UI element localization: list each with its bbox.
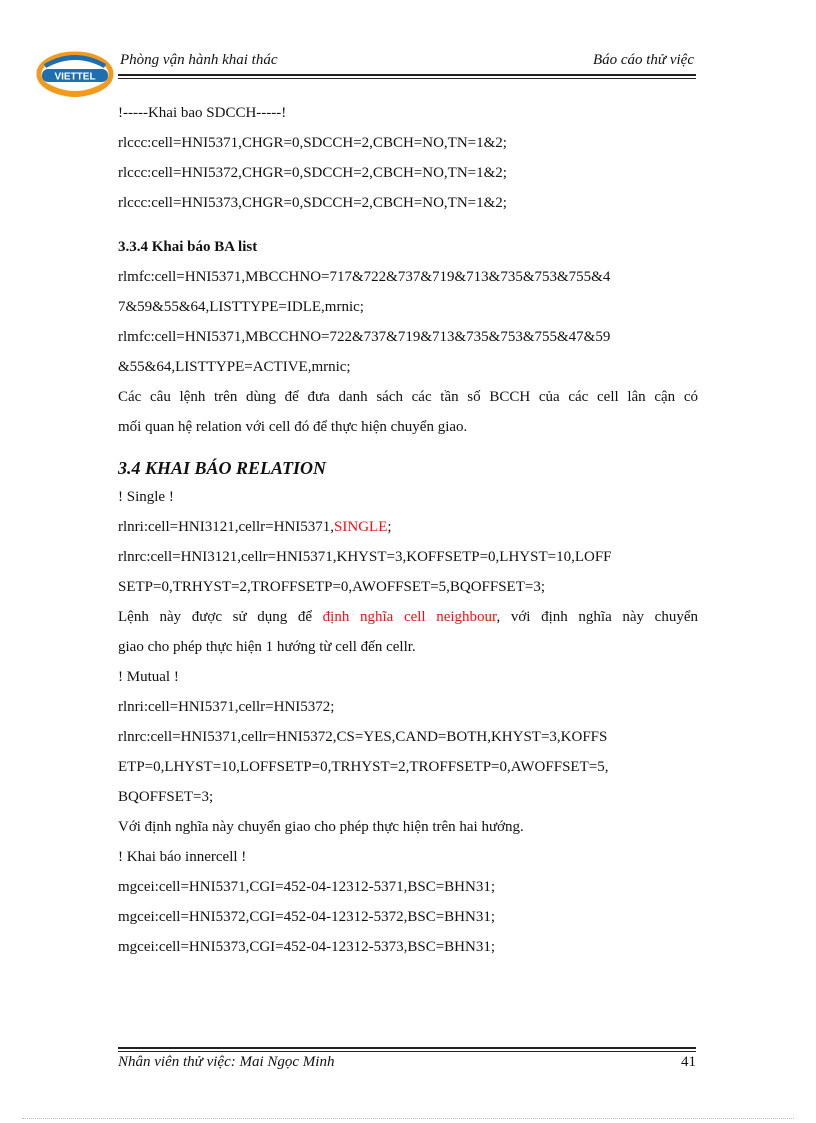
mutual-explanation: Với định nghĩa này chuyển giao cho phép thực hiện trên hai hướng. <box>118 819 524 835</box>
rlccc-line: rlccc:cell=HNI5372,CHGR=0,SDCCH=2,CBCH=NO,TN=1&2; <box>118 165 507 181</box>
rlccc-line: rlccc:cell=HNI5373,CHGR=0,SDCCH=2,CBCH=NO,TN=1&2; <box>118 195 507 211</box>
single-label: ! Single ! <box>118 489 174 505</box>
heading-3-4: 3.4 KHAI BÁO RELATION <box>118 458 327 478</box>
header-department: Phòng vận hành khai thác <box>120 52 278 68</box>
ba-list-explanation-cont: mối quan hệ relation với cell đó để thực hiện chuyển giao. <box>118 419 468 435</box>
mgcei-line: mgcei:cell=HNI5372,CGI=452-04-12312-5372,BSC=BHN31; <box>118 909 496 925</box>
rlmfc-line: rlmfc:cell=HNI5371,MBCCHNO=722&737&719&713&735&753&755&47&59 <box>118 329 611 345</box>
neighbour-explanation-suffix: , với định nghĩa này chuyển <box>496 609 698 625</box>
single-highlight: SINGLE <box>334 519 388 535</box>
rlnrc-mutual-line: ETP=0,LHYST=10,LOFFSETP=0,TRHYST=2,TROFFSETP=0,AWOFFSET=5, <box>118 759 609 775</box>
logo-text: VIETTEL <box>54 71 96 83</box>
header-rule <box>118 74 696 76</box>
footer-rule-thin <box>118 1051 696 1052</box>
rlnri-single-suffix: ; <box>387 519 392 535</box>
rlnrc-mutual-line: BQOFFSET=3; <box>118 789 214 805</box>
neighbour-explanation-prefix: Lệnh này được sử dụng để <box>118 609 323 625</box>
footer-rule <box>118 1047 696 1049</box>
rlnrc-mutual-line: rlnrc:cell=HNI5371,cellr=HNI5372,CS=YES,CAND=BOTH,KHYST=3,KOFFS <box>118 729 608 745</box>
footer-author: Nhân viên thử việc: Mai Ngọc Minh <box>118 1054 335 1070</box>
neighbour-explanation <box>118 602 698 632</box>
header-rule-thin <box>118 78 696 79</box>
rlmfc-line: &55&64,LISTTYPE=ACTIVE,mrnic; <box>118 359 351 375</box>
neighbour-highlight: định nghĩa cell neighbour <box>322 609 497 625</box>
rlnrc-line: rlnrc:cell=HNI3121,cellr=HNI5371,KHYST=3,KOFFSETP=0,LHYST=10,LOFF <box>118 549 612 565</box>
rlnri-single-line <box>118 512 698 542</box>
neighbour-explanation-cont: giao cho phép thực hiện 1 hướng từ cell đến cellr. <box>118 639 416 655</box>
rlmfc-line: 7&59&55&64,LISTTYPE=IDLE,mrnic; <box>118 299 364 315</box>
mgcei-line: mgcei:cell=HNI5373,CGI=452-04-12312-5373,BSC=BHN31; <box>118 939 496 955</box>
innercell-label: ! Khai báo innercell ! <box>118 849 247 865</box>
heading-3-3-4: 3.3.4 Khai báo BA list <box>118 239 258 255</box>
rlnrc-line: SETP=0,TRHYST=2,TROFFSETP=0,AWOFFSET=5,BQOFFSET=3; <box>118 579 546 595</box>
page-edge-dotted <box>22 1118 794 1119</box>
rlnri-single-prefix: rlnri:cell=HNI3121,cellr=HNI5371, <box>118 519 335 535</box>
mgcei-line: mgcei:cell=HNI5371,CGI=452-04-12312-5371,BSC=BHN31; <box>118 879 496 895</box>
page-number: 41 <box>681 1054 696 1070</box>
sdcch-comment: !-----Khai bao SDCCH-----! <box>118 105 287 121</box>
rlccc-line: rlccc:cell=HNI5371,CHGR=0,SDCCH=2,CBCH=NO,TN=1&2; <box>118 135 507 151</box>
mutual-label: ! Mutual ! <box>118 669 179 685</box>
document-body <box>118 98 698 962</box>
ba-list-explanation: Các câu lệnh trên dùng để đưa danh sách các tần số BCCH của các cell lân cận có <box>118 389 698 405</box>
rlnri-mutual-line: rlnri:cell=HNI5371,cellr=HNI5372; <box>118 699 335 715</box>
rlmfc-line: rlmfc:cell=HNI5371,MBCCHNO=717&722&737&719&713&735&753&755&4 <box>118 269 611 285</box>
header-report-title: Báo cáo thử việc <box>592 52 694 68</box>
viettel-logo <box>36 50 114 102</box>
